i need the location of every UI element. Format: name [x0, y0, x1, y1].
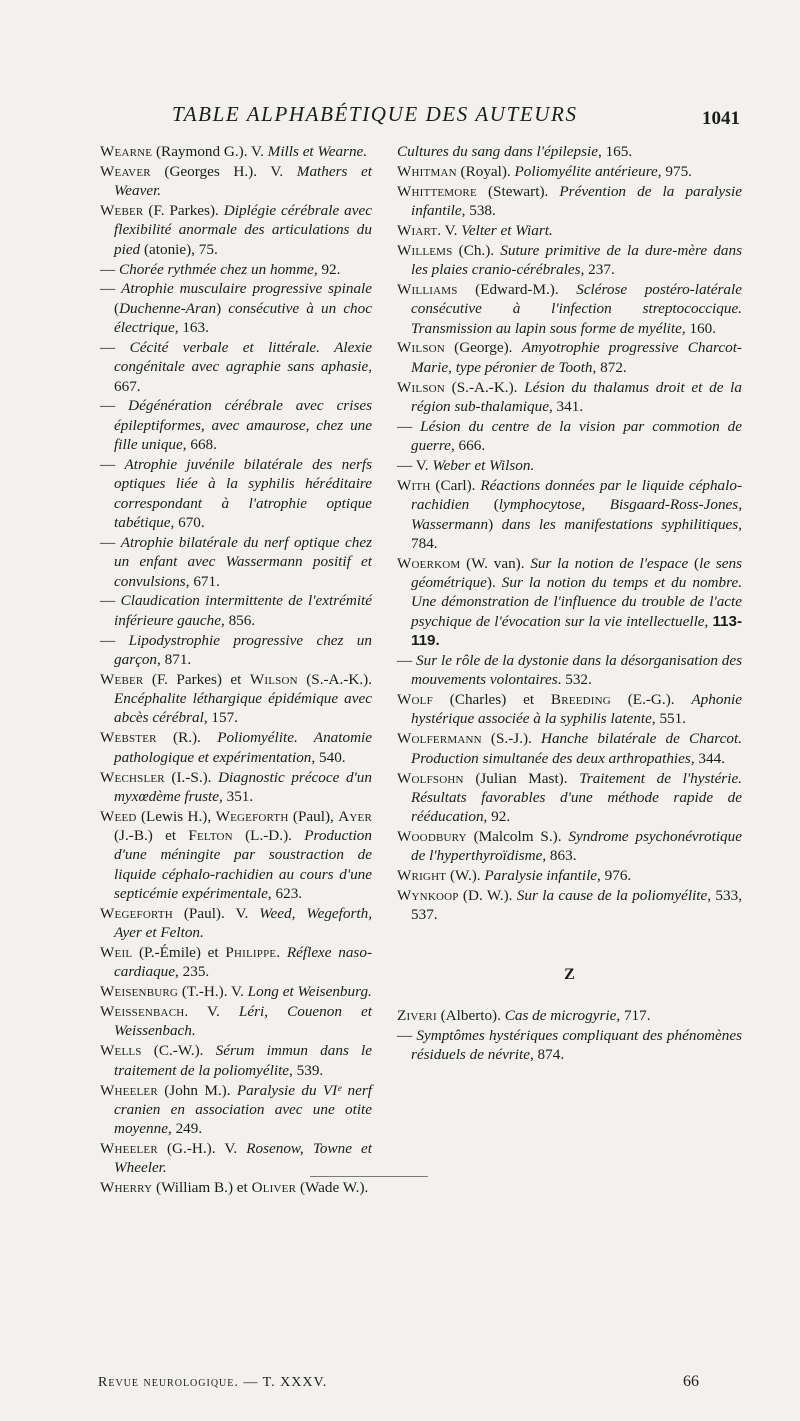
- article-title: Sur la notion du temps et du nombre. Une démonstration de l'influence du trouble de l'acte psychique de l'évocation sur la vie intellectuelle: [411, 574, 742, 630]
- entry-text: . V.: [437, 221, 462, 239]
- article-title: Hanche bilatérale de Charcot. Production simultanée des deux arthropathies: [411, 730, 743, 767]
- entry-text: (: [469, 496, 499, 514]
- article-title: Weber et Wilson.: [432, 457, 535, 474]
- index-entry: [100, 670, 372, 728]
- entry-text: (Wade W.).: [296, 1179, 369, 1197]
- article-title: Réactions données par le liquide céphalo-rachidien: [411, 476, 743, 514]
- index-entry: [100, 982, 372, 1001]
- entry-text: (S.-A.-K.).: [444, 378, 525, 396]
- index-entry: [100, 631, 372, 670]
- entry-text: , 539.: [289, 1061, 324, 1079]
- author-name: Webster: [100, 729, 157, 747]
- article-title: Aphonie hystérique associée à la syphilis latente: [411, 691, 743, 728]
- index-entry: [100, 1081, 372, 1139]
- entry-text: , 668.: [182, 436, 217, 454]
- article-title: Sur le rôle de la dystonie dans la désorganisation des mouvements volontaires: [411, 651, 743, 689]
- article-title: Lésion du thalamus droit et de la région sub-thalamique: [411, 378, 742, 415]
- entry-text: ).: [486, 574, 502, 592]
- article-title: Sur la notion de l'espace: [530, 554, 689, 572]
- entry-text: , 540.: [311, 748, 346, 766]
- author-name: With: [397, 476, 431, 494]
- index-entry: [397, 1026, 742, 1065]
- entry-text: . V.: [184, 1003, 239, 1021]
- entry-text: , 863.: [542, 847, 577, 865]
- article-title: Claudication intermittente de l'extrémité inférieure gauche: [114, 592, 372, 629]
- author-name: Breeding: [550, 691, 611, 709]
- entry-text: —: [397, 417, 421, 435]
- entry-text: , 92.: [313, 260, 341, 278]
- index-entry: [397, 280, 742, 338]
- entry-text: , 92.: [483, 808, 511, 826]
- author-name: Wheeler: [100, 1081, 158, 1099]
- entry-text: (Raymond G.). V.: [152, 143, 268, 160]
- entry-text: ,: [704, 612, 713, 630]
- entry-text: ): [216, 299, 229, 317]
- index-column-left: [100, 142, 372, 1198]
- article-title: Chorée rythmée chez un homme: [118, 260, 314, 278]
- article-title: Sur la cause de la poliomyélite: [516, 887, 708, 905]
- entry-text: (I.-S.).: [164, 768, 219, 786]
- sheet-number: 66: [683, 1373, 699, 1390]
- author-name: Whitman: [397, 162, 457, 180]
- article-title: Poliomyélite antérieure: [514, 162, 658, 180]
- entry-text: (: [688, 554, 700, 572]
- index-entry: [100, 768, 372, 807]
- author-name: Willems: [397, 241, 453, 259]
- index-entry: [100, 260, 372, 279]
- entry-text: , 165.: [597, 143, 633, 160]
- article-title: Mills et Wearne.: [267, 143, 368, 160]
- author-name: Weed: [100, 807, 137, 825]
- index-entry: [397, 690, 742, 729]
- entry-text: (Ch.).: [452, 241, 501, 259]
- entry-text: , 671.: [185, 572, 220, 590]
- entry-text: , 623.: [267, 885, 303, 903]
- author-name: Weisenburg: [100, 983, 179, 1001]
- article-title: Réflexe naso-cardiaque: [114, 944, 372, 981]
- article-title: Lipodystrophie progressive chez un garçon: [114, 631, 372, 668]
- entry-text: , 874.: [529, 1046, 565, 1064]
- author-name: Felton: [188, 827, 233, 845]
- index-entry: [100, 455, 372, 532]
- index-entry: [100, 728, 372, 767]
- index-entry: [100, 162, 372, 201]
- author-name: Weil: [100, 944, 133, 962]
- page-number: 1041: [702, 108, 740, 129]
- author-name: Wilson: [397, 339, 445, 357]
- entry-text: —: [100, 592, 121, 610]
- article-title: Amyotrophie progressive Charcot-Marie, type péronier de Tooth: [411, 339, 742, 376]
- entry-text: , 157.: [203, 709, 238, 727]
- entry-text: , 784.: [411, 515, 742, 552]
- author-name: Wolf: [397, 691, 433, 709]
- article-title: Syndrome psychonévrotique de l'hyperthyroïdisme: [411, 828, 742, 865]
- index-column-right: [397, 142, 742, 1065]
- entry-text: (Malcolm S.).: [466, 828, 569, 846]
- article-title: Mathers et Weaver.: [114, 162, 372, 200]
- author-name: Oliver: [251, 1179, 297, 1197]
- author-name: Williams: [397, 280, 458, 298]
- article-title: Sclérose postéro-latérale consécutive à l'infection streptococcique. Transmission au lapin sous forme de myélite: [411, 280, 742, 337]
- index-entry: [397, 827, 742, 866]
- author-name: Woerkom: [397, 554, 461, 572]
- article-title: Encéphalite léthargique épidémique avec abcès cérébral: [114, 690, 372, 727]
- index-entry: [100, 396, 372, 454]
- entry-text: (T.-H.). V.: [178, 983, 248, 1001]
- author-name: Wells: [100, 1042, 142, 1060]
- entry-text: (C.-W.).: [141, 1042, 216, 1060]
- author-name: Woodbury: [397, 828, 467, 846]
- entry-text: , 872.: [592, 358, 627, 376]
- entry-text: , 538.: [461, 202, 496, 220]
- entry-text: (Royal).: [456, 162, 515, 180]
- entry-text: —: [397, 651, 417, 669]
- index-entry: [100, 904, 372, 943]
- entry-text: , 717.: [616, 1007, 651, 1025]
- author-name: Wynkoop: [397, 887, 459, 905]
- article-title: Atrophie juvénile bilatérale des nerfs optiques liée à la syphilis héréditaire correspondant à l'atrophie optique tabétique: [114, 456, 372, 532]
- index-entry: [397, 476, 742, 553]
- entry-text: —: [100, 280, 122, 298]
- index-entry: [100, 807, 372, 904]
- author-name: Wherry: [100, 1179, 153, 1197]
- entry-text: (Paul). V.: [172, 904, 260, 922]
- entry-text: , 249.: [167, 1120, 203, 1138]
- entry-text: —: [397, 1026, 417, 1044]
- article-title: Suture primitive de la dure-mère dans les plaies cranio-cérébrales: [411, 241, 742, 279]
- article-title: Atrophie bilatérale du nerf optique chez un enfant avec Wassermann positif et convulsions: [114, 533, 372, 590]
- index-entry: [100, 142, 372, 161]
- author-name: Philippe: [225, 944, 277, 962]
- article-title: Symptômes hystériques compliquant des phénomènes résiduels de névrite: [411, 1026, 743, 1064]
- entry-text: (Lewis H.),: [136, 807, 216, 825]
- author-name: Wechsler: [100, 768, 165, 786]
- article-title: Sérum immun dans le traitement de la poliomyélite: [114, 1042, 372, 1079]
- index-entry: [100, 943, 372, 982]
- entry-text: , 160.: [681, 319, 717, 337]
- article-title: Diagnostic précoce d'un myxœdème fruste: [114, 768, 372, 805]
- index-entry: [100, 1139, 372, 1178]
- entry-text: , 856.: [220, 611, 256, 629]
- entry-text: (Julian Mast).: [463, 769, 580, 787]
- entry-text: . 532.: [557, 671, 592, 689]
- entry-text: (D. W.).: [458, 887, 517, 905]
- author-name: Wolfsohn: [397, 769, 464, 787]
- running-title: TABLE ALPHABÉTIQUE DES AUTEURS: [172, 102, 578, 126]
- author-name: Whittemore: [397, 182, 477, 200]
- article-title: le sens géométrique: [411, 554, 742, 592]
- entry-text: .: [276, 944, 287, 962]
- article-title: dans les manifestations syphilitiques: [501, 515, 739, 533]
- article-title: Velter et Wiart.: [461, 221, 553, 239]
- entry-text: —: [100, 260, 119, 278]
- entry-text: (G.-H.). V.: [157, 1140, 247, 1158]
- entry-text: (Alberto).: [436, 1007, 505, 1025]
- article-title: Duchenne-Aran: [119, 299, 217, 317]
- author-name: Wilson: [249, 670, 298, 688]
- entry-text: , 666.: [450, 437, 486, 455]
- article-title: Léri, Couenon et Weissenbach.: [114, 1003, 373, 1040]
- entry-text: —: [100, 397, 129, 415]
- entry-text: (Carl).: [430, 476, 481, 494]
- entry-text: — V.: [397, 457, 433, 474]
- article-title: lymphocytose, Bisgaard-Ross-Jones, Wassermann: [411, 496, 743, 533]
- article-title: Paralysie infantile: [484, 867, 598, 885]
- entry-text: (S.-J.).: [481, 730, 541, 748]
- article-title: Cécité verbale et littérale. Alexie congénitale avec agraphie sans aphasie: [114, 338, 373, 376]
- index-entry: [397, 338, 742, 377]
- entry-text: (J.-B.) et: [114, 827, 189, 845]
- entry-text: , 237.: [580, 261, 615, 279]
- article-title: Prévention de la paralysie infantile: [411, 182, 742, 220]
- entry-text: , 341.: [548, 397, 584, 415]
- entry-text: , 670.: [170, 514, 205, 532]
- entry-text: —: [100, 533, 121, 551]
- index-entry: [397, 729, 742, 768]
- article-title: Cas de microgyrie: [504, 1007, 617, 1025]
- entry-text: (P.-Émile) et: [132, 944, 226, 962]
- author-name: Wegeforth: [215, 807, 289, 825]
- author-name: Weissenbach: [100, 1003, 185, 1021]
- entry-text: , 235.: [175, 963, 210, 981]
- entry-text: (R.).: [156, 729, 218, 747]
- index-entry: [100, 1002, 372, 1041]
- author-name: Ayer: [338, 807, 372, 825]
- entry-text: (Georges H.). V.: [150, 162, 297, 180]
- article-title: Rosenow, Towne et Wheeler.: [114, 1140, 372, 1177]
- article-title: Atrophie musculaire progressive spinale: [121, 280, 372, 298]
- entry-text: , 976.: [597, 867, 632, 885]
- index-entry: [100, 338, 372, 396]
- page-range: 113-119.: [411, 612, 742, 650]
- entry-text: —: [100, 631, 129, 649]
- entry-text: (E.-G.).: [610, 691, 692, 709]
- author-name: Wolfermann: [397, 730, 482, 748]
- footer-divider: [310, 1176, 428, 1177]
- article-title: consécutive à un choc électrique: [114, 299, 372, 337]
- article-title: Long et Weisenburg.: [247, 983, 372, 1001]
- entry-text: (F. Parkes).: [143, 202, 224, 220]
- entry-text: (S.-A.-K.).: [297, 670, 372, 688]
- author-name: Weber: [100, 670, 144, 688]
- entry-text: , 351.: [219, 787, 254, 805]
- entry-text: (John M.).: [157, 1081, 237, 1099]
- article-title: Paralysie du VIᵉ nerf cranien en association avec une otite moyenne: [114, 1081, 372, 1138]
- entry-text: (Edward-M.).: [457, 280, 577, 298]
- index-entry: [397, 886, 742, 925]
- index-entry: [100, 201, 372, 259]
- author-name: Weaver: [100, 162, 151, 180]
- entry-text: (W. van).: [460, 554, 531, 572]
- entry-text: , 667.: [114, 358, 372, 395]
- index-entry: [397, 651, 742, 690]
- article-title: Lésion du centre de la vision par commotion de guerre: [411, 417, 742, 455]
- entry-text: , 163.: [174, 319, 209, 337]
- entry-text: , 344.: [690, 749, 725, 767]
- entry-text: (W.).: [446, 867, 485, 885]
- index-entries-z: [397, 1006, 742, 1065]
- index-entry: [397, 417, 742, 456]
- author-name: Wilson: [397, 378, 445, 396]
- journal-signature: Revue neurologique. — T. XXXV.: [98, 1375, 328, 1390]
- index-entry: [397, 142, 742, 161]
- index-entry: [397, 378, 742, 417]
- author-name: Wegeforth: [100, 904, 173, 922]
- index-entry: [397, 1006, 742, 1025]
- entry-text: , 871.: [157, 650, 192, 668]
- entry-text: (Stewart).: [476, 182, 560, 200]
- index-entry: [100, 1041, 372, 1080]
- author-name: Wright: [397, 867, 447, 885]
- entry-text: (: [114, 299, 120, 317]
- author-name: Ziveri: [397, 1007, 437, 1025]
- index-entry: [397, 182, 742, 221]
- entry-text: —: [100, 338, 130, 356]
- index-entry: [397, 866, 742, 885]
- author-name: Wheeler: [100, 1140, 158, 1158]
- index-entry: [397, 769, 742, 827]
- entry-text: (William B.) et: [152, 1179, 252, 1197]
- section-letter-z: Z: [564, 965, 575, 983]
- index-entry: [100, 591, 372, 630]
- article-title: Dégénération cérébrale avec crises épileptiformes, avec amaurose, chez une fille unique: [114, 397, 373, 454]
- author-name: Wiart: [397, 221, 438, 239]
- entry-text: ): [488, 515, 502, 533]
- article-title: Weed, Wegeforth, Ayer et Felton.: [114, 904, 373, 942]
- index-entry: [397, 554, 742, 651]
- entry-text: (Paul),: [288, 807, 339, 825]
- article-title: Traitement de l'hystérie. Résultats favorables d'une méthode rapide de rééducation: [411, 769, 742, 826]
- index-entry: [397, 456, 742, 475]
- index-entry: [100, 279, 372, 337]
- entry-text: (atonie), 75.: [140, 240, 218, 258]
- entry-text: (F. Parkes) et: [143, 670, 250, 688]
- index-entry: [397, 241, 742, 280]
- index-entries-w: [397, 142, 742, 925]
- article-title: Diplégie cérébrale avec flexibilité anormale des articulations du pied: [114, 202, 372, 258]
- author-name: Wearne: [100, 143, 153, 160]
- index-entry: [397, 162, 742, 181]
- article-title: Production d'une méningite par soustraction de liquide céphalo-rachidien au cours d'une septicémie expérimentale: [114, 827, 372, 903]
- author-name: Weber: [100, 202, 144, 220]
- index-entry: [397, 221, 742, 240]
- entry-text: , 975.: [657, 162, 692, 180]
- article-title: Poliomyélite. Anatomie pathologique et expérimentation: [114, 729, 372, 766]
- entry-text: —: [100, 456, 125, 473]
- entry-text: (George).: [444, 339, 522, 357]
- index-entry: [100, 533, 372, 591]
- index-entry: [100, 1178, 372, 1197]
- entry-text: , 533, 537.: [411, 887, 742, 924]
- entry-text: , 551.: [651, 710, 687, 728]
- article-title: Cultures du sang dans l'épilepsie: [397, 143, 598, 160]
- entry-text: (Charles) et: [432, 691, 551, 709]
- entry-text: (L.-D.).: [232, 827, 305, 845]
- page-header: [0, 102, 800, 132]
